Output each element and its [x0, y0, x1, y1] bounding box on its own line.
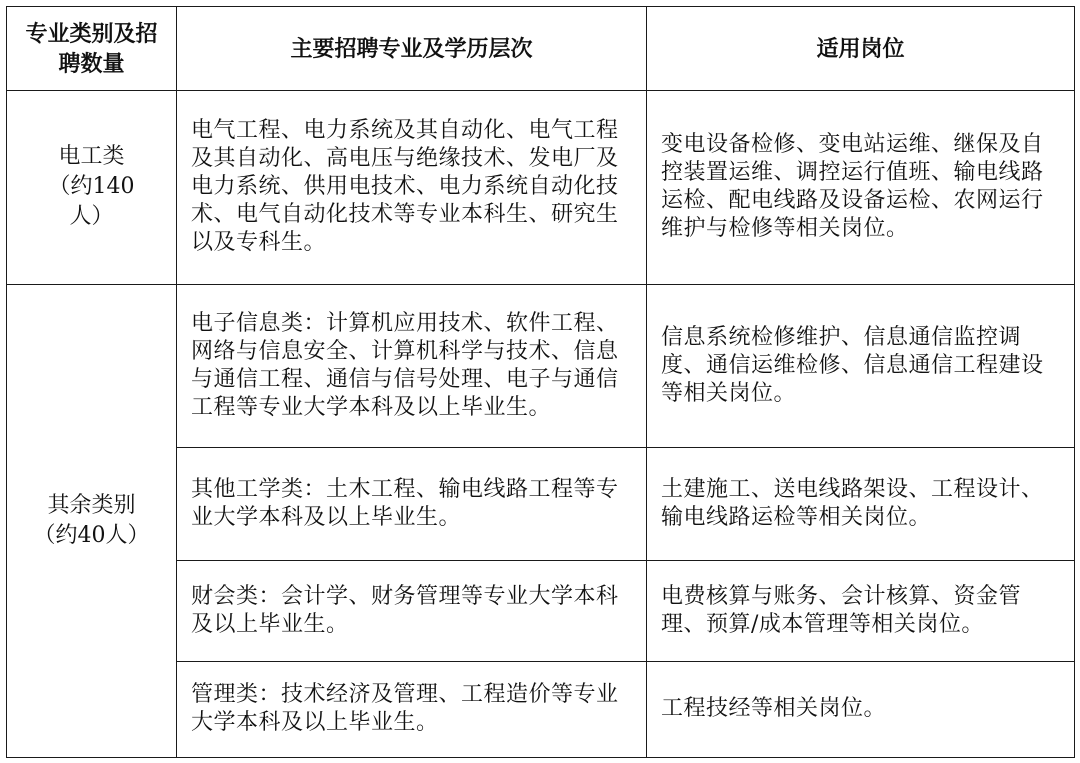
- header-category-count: 专业类别及招聘数量: [7, 7, 177, 91]
- majors-other-engineering: 其他工学类：土木工程、输电线路工程等专业大学本科及以上毕业生。: [177, 448, 647, 561]
- category-label: 其余类别（约40人）: [33, 492, 150, 548]
- category-label: 电工类（约140人）: [48, 144, 135, 230]
- majors-accounting: 财会类：会计学、财务管理等专业大学本科及以上毕业生。: [177, 561, 647, 661]
- header-row: [7, 7, 1075, 91]
- category-electrical: [7, 91, 177, 285]
- table-row: [7, 284, 1075, 447]
- positions-accounting: 电费核算与账务、会计核算、资金管理、预算/成本管理等相关岗位。: [647, 561, 1075, 661]
- category-others: [7, 284, 177, 757]
- positions-electrical: 变电设备检修、变电站运维、继保及自控装置运维、调控运行值班、输电线路运检、配电线路及设备运检、农网运行维护与检修等相关岗位。: [647, 91, 1075, 285]
- table-row: [7, 91, 1075, 285]
- positions-electronic-info: 信息系统检修维护、信息通信监控调度、通信运维检修、信息通信工程建设等相关岗位。: [647, 284, 1075, 447]
- majors-management: 管理类：技术经济及管理、工程造价等专业大学本科及以上毕业生。: [177, 661, 647, 757]
- majors-electronic-info: 电子信息类：计算机应用技术、软件工程、网络与信息安全、计算机科学与技术、信息与通信工程、通信与信号处理、电子与通信工程等专业大学本科及以上毕业生。: [177, 284, 647, 447]
- header-majors-education: 主要招聘专业及学历层次: [177, 7, 647, 91]
- majors-electrical: 电气工程、电力系统及其自动化、电气工程及其自动化、高电压与绝缘技术、发电厂及电力系统、供用电技术、电力系统自动化技术、电气自动化技术等专业本科生、研究生以及专科生。: [177, 91, 647, 285]
- positions-management: 工程技经等相关岗位。: [647, 661, 1075, 757]
- recruitment-table: [6, 6, 1075, 758]
- header-applicable-positions: 适用岗位: [647, 7, 1075, 91]
- positions-other-engineering: 土建施工、送电线路架设、工程设计、输电线路运检等相关岗位。: [647, 448, 1075, 561]
